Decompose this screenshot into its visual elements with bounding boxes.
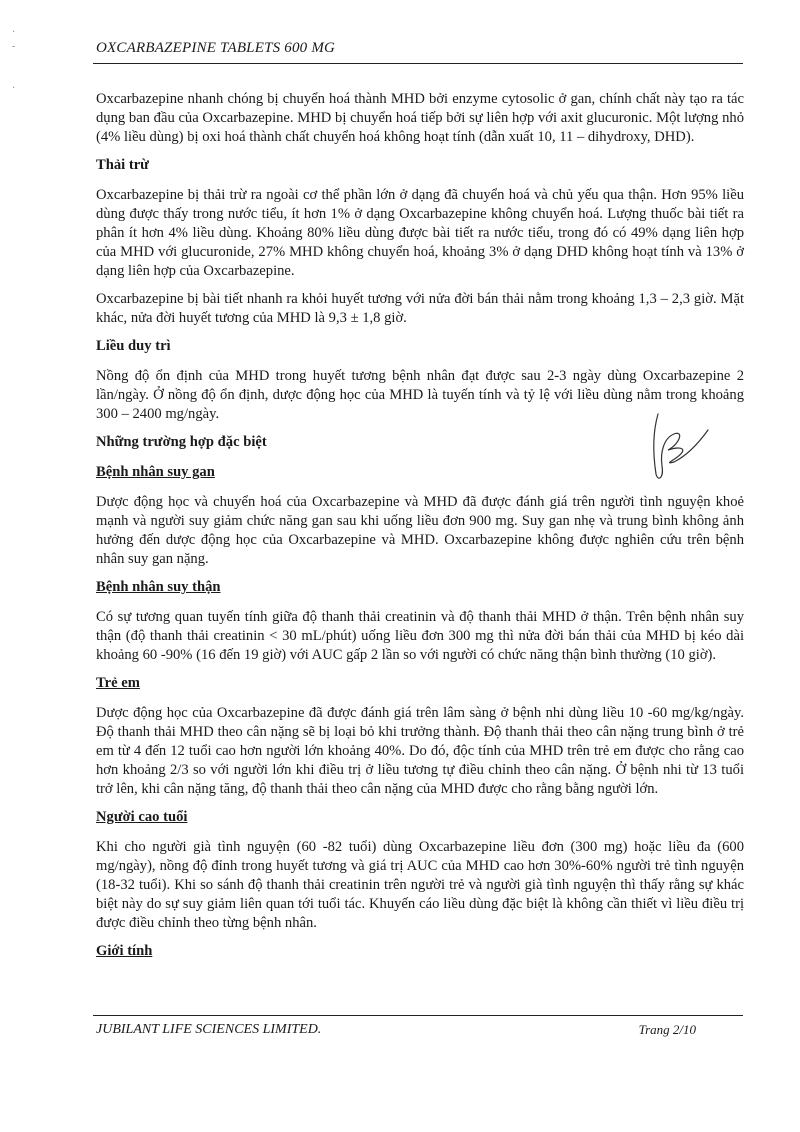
scan-marks: · - · [12,27,16,94]
heading-elderly: Người cao tuổi [96,809,188,825]
heading-hepatic: Bệnh nhân suy gan [96,464,215,480]
heading-maintenance: Liều duy trì [96,338,171,354]
elimination-paragraph-1: Oxcarbazepine bị thải trừ ra ngoài cơ thể phần lớn ở dạng đã chuyển hoá và chủ yếu qua thận. Hơn 95% liều dùng được thấy trong nước tiểu, ít hơn 1% ở dạng Oxcarbazepine không chuyển hoá. Lượng thuốc bài tiết ra phân ít hơn 4% liều dùng. Khoảng 80% liều dùng được bài tiết ra nước tiểu, trong đó có 49% dạng liên hợp của MHD với glucuronide, 27% MHD không chuyển hoá, khoảng 3% ở dạng DHD không hoạt tính và 13% ở dạng liên hợp của Oxcarbazepine. [96,187,744,279]
children-paragraph: Dược động học của Oxcarbazepine đã được đánh giá trên lâm sàng ở bệnh nhi dùng liều 10 -60 mg/kg/ngày. Độ thanh thải MHD theo cân nặng sẽ bị loại bỏ khi trưởng thành. Độ thanh thải theo cân nặng trung bình ở trẻ em từ 4 đến 12 tuổi cao hơn người lớn khoảng 40%. Do đó, độc tính của MHD trên trẻ em được cho rằng cao hơn khoảng 2/3 so với người lớn khi điều trị ở liều tương tự điều chỉnh theo cân nặng. Ở bệnh nhi từ 13 tuổi trở lên, khi cân nặng tăng, độ thanh thải theo cân nặng của MHD được cho rằng bằng người lớn. [96,705,744,797]
header-title: OXCARBAZEPINE TABLETS 600 MG [96,40,336,56]
handwritten-signature [640,408,710,484]
elimination-paragraph-2: Oxcarbazepine bị bài tiết nhanh ra khỏi huyết tương với nửa đời bán thải nằm trong khoảng 1,3 – 2,3 giờ. Mặt khác, nửa đời huyết tương của MHD là 9,3 ± 1,8 giờ. [96,291,744,326]
hepatic-paragraph: Dược động học và chuyển hoá của Oxcarbazepine và MHD đã được đánh giá trên người tình nguyện khoẻ mạnh và người suy giảm chức năng gan sau khi uống liều đơn 900 mg. Suy gan nhẹ và trung bình không ảnh hưởng đến dược động học của Oxcarbazepine và MHD. Oxcarbazepine không được nghiên cứu trên bệnh nhân suy gan nặng. [96,494,744,567]
footer-page-number: Trang 2/10 [638,1022,696,1037]
maintenance-paragraph: Nồng độ ổn định của MHD trong huyết tương bệnh nhân đạt được sau 2-3 ngày dùng Oxcarbazepine 2 lần/ngày. Ở nồng độ ổn định, dược động học của MHD là tuyến tính và tỷ lệ với liều dùng nằm trong khoảng 300 – 2400 mg/ngày. [96,368,744,422]
elderly-paragraph: Khi cho người già tình nguyện (60 -82 tuổi) dùng Oxcarbazepine liều đơn (300 mg) hoặc liều đa (600 mg/ngày), nồng độ đỉnh trong huyết tương và giá trị AUC của MHD cao hơn 30%-60% người trẻ tình nguyện (18-32 tuổi). Khi so sánh độ thanh thải creatinin trên người trẻ và người già tình nguyện thì thấy rằng sự khác biệt này do sự suy giảm liên quan tới tuổi tác. Khuyến cáo liều dùng đặc biệt là không cần thiết vì liều điều trị được điều chỉnh theo từng bệnh nhân. [96,839,744,931]
document-body [96,90,744,972]
intro-paragraph: Oxcarbazepine nhanh chóng bị chuyển hoá thành MHD bởi enzyme cytosolic ở gan, chính chất này tạo ra tác dụng ban đầu của Oxcarbazepine. MHD bị chuyển hoá tiếp bởi sự liên hợp với axit glucuronic. Một lượng nhỏ (4% liều dùng) bị oxi hoá thành chất chuyển hoá không hoạt tính (dẫn xuất 10, 11 – dihydroxy, DHD). [96,91,744,145]
footer-company: JUBILANT LIFE SCIENCES LIMITED. [96,1022,322,1037]
footer-rule [93,1015,743,1016]
header-rule [93,63,743,64]
heading-elimination: Thải trừ [96,157,149,173]
renal-paragraph: Có sự tương quan tuyến tính giữa độ thanh thải creatinin và độ thanh thải MHD ở thận. Trên bệnh nhân suy thận (độ thanh thải creatinin < 30 mL/phút) uống liều đơn 300 mg thì nửa đời bán thải của MHD bị kéo dài khoảng 60 -90% (16 đến 19 giờ) với AUC gấp 2 lần so với người có chức năng thận bình thường (10 giờ). [96,609,744,663]
heading-gender: Giới tính [96,943,153,959]
heading-renal: Bệnh nhân suy thận [96,579,221,595]
heading-children: Trẻ em [96,675,140,691]
heading-special-cases: Những trường hợp đặc biệt [96,434,267,450]
